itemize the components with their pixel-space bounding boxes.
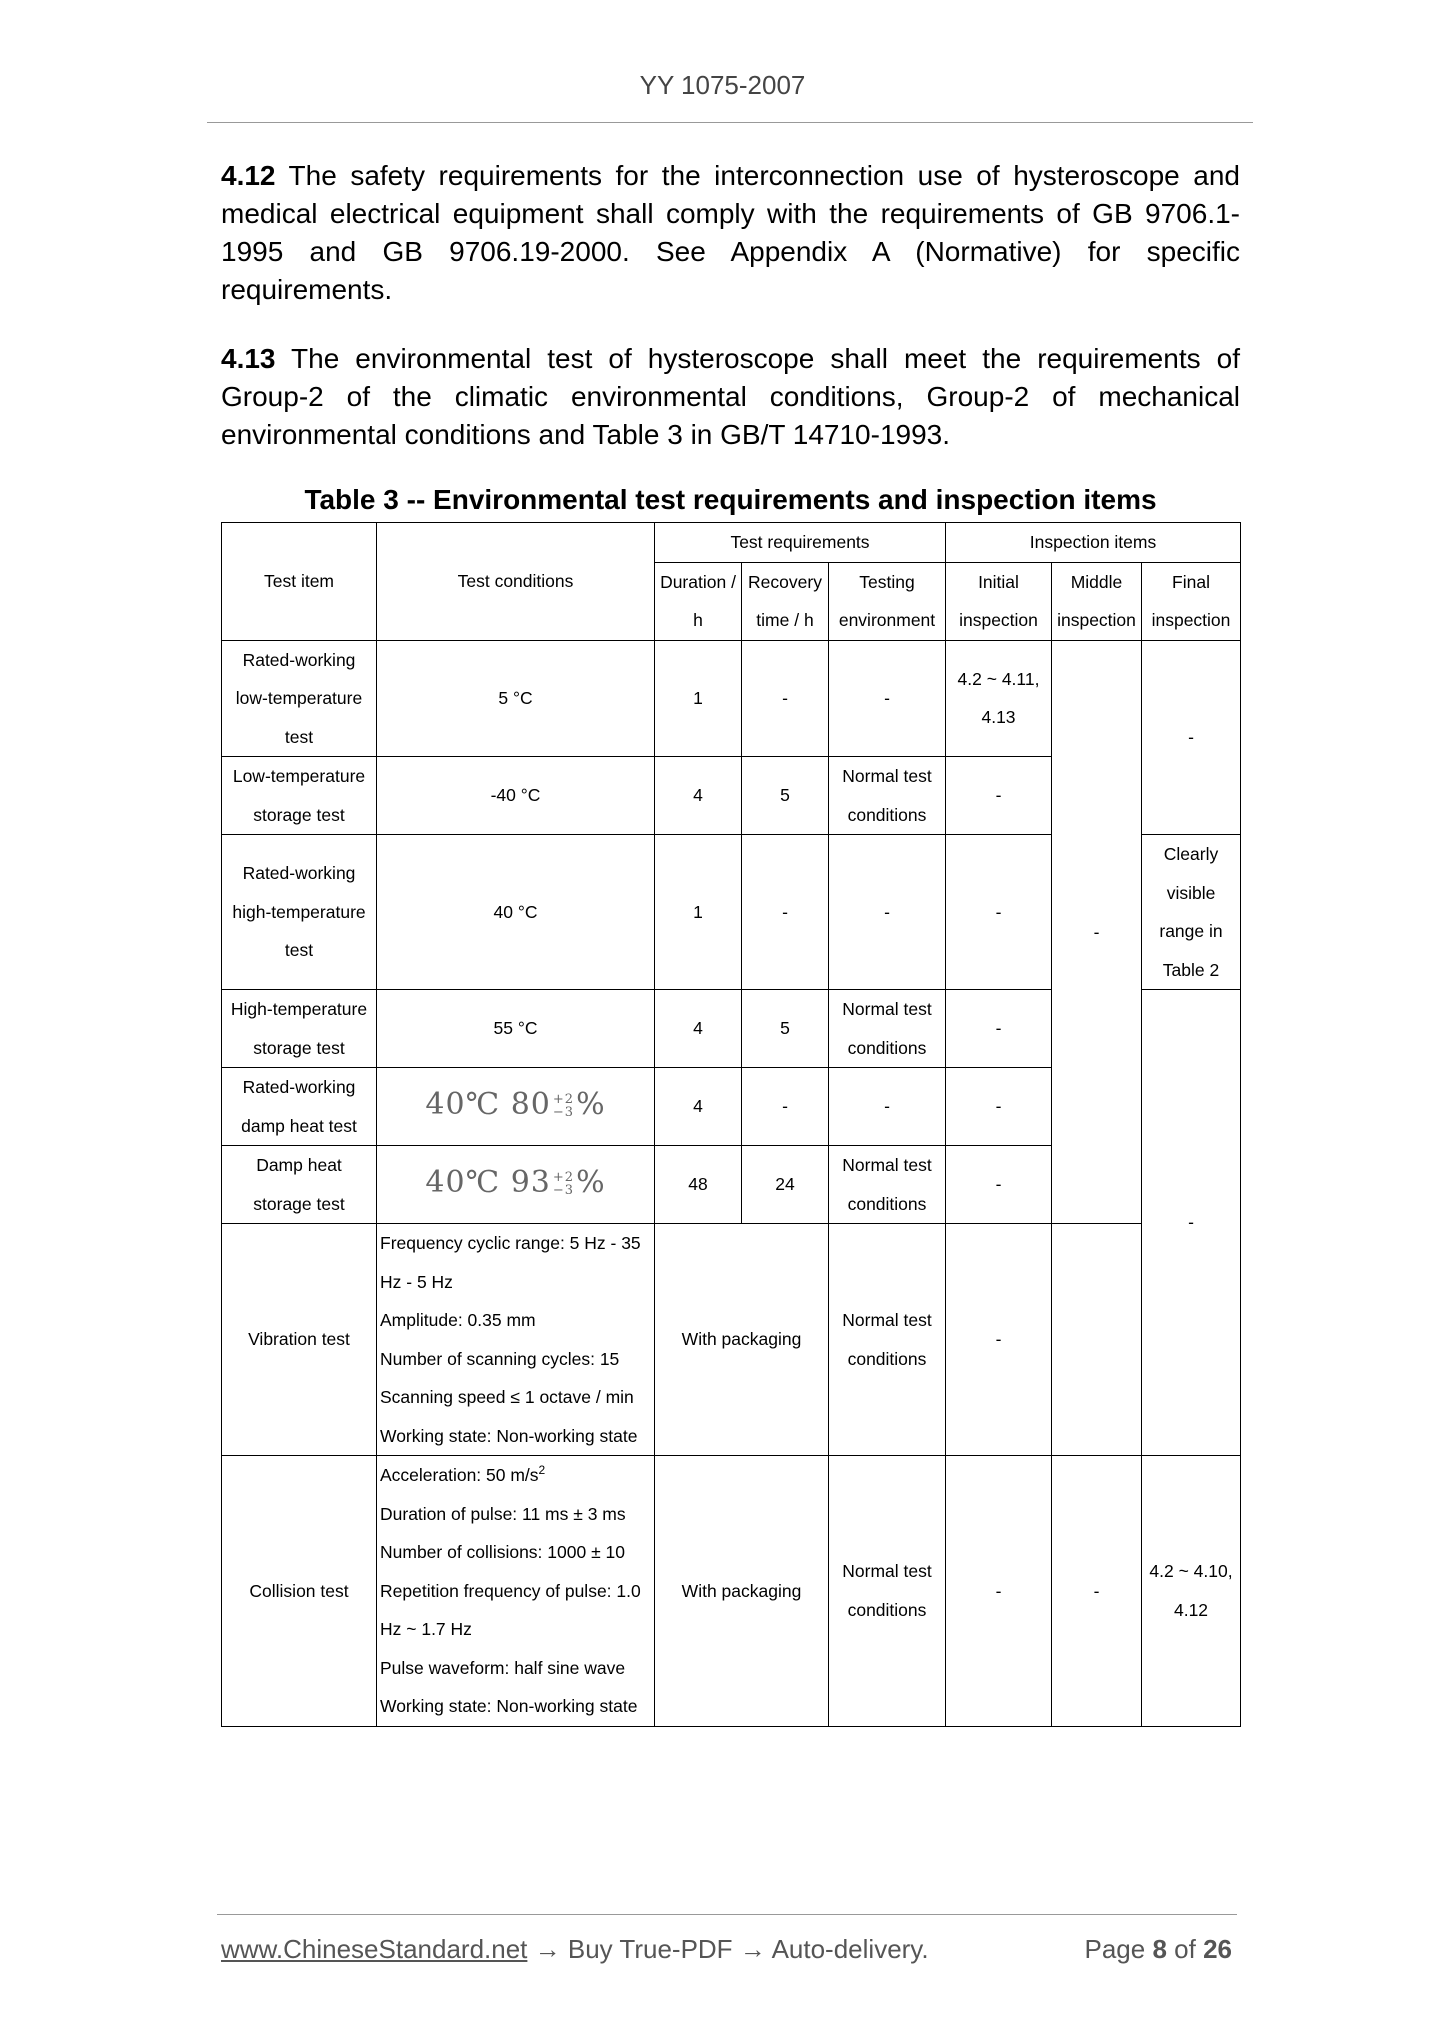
header-test-conditions: Test conditions <box>377 523 655 641</box>
cell-test-item: Low-temperature storage test <box>222 757 377 835</box>
cell-conditions <box>377 1068 655 1146</box>
cell-conditions: 55 °C <box>377 990 655 1068</box>
cell-recovery: - <box>742 835 829 990</box>
section-number: 4.13 <box>221 343 276 374</box>
page-footer <box>221 1934 1240 1965</box>
cell-initial: - <box>946 1146 1052 1224</box>
cell-initial: - <box>946 1456 1052 1727</box>
cell-duration: 48 <box>655 1146 742 1224</box>
cell-test-item: High-temperature storage test <box>222 990 377 1068</box>
header-duration: Duration / h <box>655 562 742 640</box>
cell-test-item: Rated-working damp heat test <box>222 1068 377 1146</box>
cell-duration: 1 <box>655 835 742 990</box>
cell-environment: Normal test conditions <box>829 1456 946 1727</box>
cell-duration: 4 <box>655 757 742 835</box>
section-text: The safety requirements for the interconnection use of hysteroscope and medical electrical equipment shall comply with the requirements of GB 9706.1-1995 and GB 9706.19-2000. See Appendix A (Normative) for specific requirements. <box>221 160 1240 305</box>
cell-initial: - <box>946 1068 1052 1146</box>
cell-initial: - <box>946 835 1052 990</box>
cell-final-group-3: - <box>1142 990 1241 1456</box>
page-header: YY 1075-2007 <box>639 70 806 100</box>
section-number: 4.12 <box>221 160 276 191</box>
page-number: 8 <box>1152 1934 1167 1964</box>
table-row <box>222 640 1241 757</box>
cell-conditions: 5 °C <box>377 640 655 757</box>
cell-final-group-1: - <box>1142 640 1241 835</box>
cell-conditions: 40 °C <box>377 835 655 990</box>
cell-environment: - <box>829 1068 946 1146</box>
footer-divider <box>217 1914 1237 1915</box>
website-link[interactable]: www.ChineseStandard.net <box>221 1934 528 1964</box>
cell-initial: - <box>946 990 1052 1068</box>
header-test-item: Test item <box>222 523 377 641</box>
section-4-12 <box>221 157 1240 309</box>
cell-recovery: 5 <box>742 757 829 835</box>
cell-middle-group: - <box>1052 640 1142 1224</box>
header-initial: Initial inspection <box>946 562 1052 640</box>
formula-temperature: 40℃ <box>425 1164 501 1200</box>
cell-environment: Normal test conditions <box>829 757 946 835</box>
table-title: Table 3 -- Environmental test requirements and inspection items <box>304 484 1157 515</box>
cell-environment: Normal test conditions <box>829 990 946 1068</box>
cell-test-item: Vibration test <box>222 1224 377 1456</box>
header-environment: Testing environment <box>829 562 946 640</box>
formula-temperature: 40℃ <box>425 1086 501 1122</box>
page-indicator: Page 8 of 26 <box>1084 1934 1232 1964</box>
header-inspection-items: Inspection items <box>946 523 1241 563</box>
formula-tolerance: +2 −3 <box>552 1091 575 1120</box>
cell-middle: - <box>1052 1456 1142 1727</box>
header-middle: Middle inspection <box>1052 562 1142 640</box>
cell-initial: - <box>946 1224 1052 1456</box>
section-4-13 <box>221 340 1240 454</box>
damp-heat-formula <box>425 1087 605 1122</box>
cell-recovery: - <box>742 1068 829 1146</box>
table-header-row <box>222 523 1241 563</box>
page-total: 26 <box>1203 1934 1232 1964</box>
formula-unit: % <box>576 1086 606 1122</box>
header-recovery: Recovery time / h <box>742 562 829 640</box>
table-row <box>222 1224 1241 1456</box>
cell-test-item: Rated-working low-temperature test <box>222 640 377 757</box>
formula-unit: % <box>576 1164 606 1200</box>
header-test-requirements: Test requirements <box>655 523 946 563</box>
header-divider <box>207 122 1253 123</box>
cell-environment: Normal test conditions <box>829 1224 946 1456</box>
collision-conditions: Duration of pulse: 11 ms ± 3 ms Number of collisions: 1000 ± 10 Repetition frequency of pulse: 1.0 Hz ~ 1.7 Hz Pulse waveform: half sine wave Working state: Non-working state <box>380 1503 641 1716</box>
damp-heat-formula <box>425 1165 605 1200</box>
cell-recovery: 24 <box>742 1146 829 1224</box>
section-text: The environmental test of hysteroscope shall meet the requirements of Group-2 of the climatic environmental conditions, Group-2 of mechanical environmental conditions and Table 3 in GB/T 14710-1993. <box>221 343 1240 450</box>
environmental-test-table <box>221 522 1241 1727</box>
cell-duration: 4 <box>655 1068 742 1146</box>
cell-initial: 4.2 ~ 4.11, 4.13 <box>946 640 1052 757</box>
cell-conditions <box>377 1146 655 1224</box>
cell-duration: 1 <box>655 640 742 757</box>
cell-final-group-2: Clearly visible range in Table 2 <box>1142 835 1241 990</box>
acceleration-line: Acceleration: 50 $m/s^2$ <box>380 1463 546 1485</box>
cell-packaging: With packaging <box>655 1224 829 1456</box>
formula-tolerance: +2 −3 <box>552 1169 575 1198</box>
cell-final: 4.2 ~ 4.10, 4.12 <box>1142 1456 1241 1727</box>
cell-conditions: Frequency cyclic range: 5 Hz - 35 Hz - 5 Hz Amplitude: 0.35 mm Number of scanning cycles: 15 Scanning speed ≤ 1 octave / min Working state: Non-working state <box>377 1224 655 1456</box>
header-final: Final inspection <box>1142 562 1241 640</box>
cell-test-item: Collision test <box>222 1456 377 1727</box>
cell-conditions: -40 °C <box>377 757 655 835</box>
cell-environment: Normal test conditions <box>829 1146 946 1224</box>
cell-test-item: Damp heat storage test <box>222 1146 377 1224</box>
cell-packaging: With packaging <box>655 1456 829 1727</box>
formula-humidity: 80 <box>510 1086 551 1122</box>
cell-recovery: 5 <box>742 990 829 1068</box>
table-row <box>222 1456 1241 1727</box>
cell-environment: - <box>829 835 946 990</box>
footer-tagline: → Buy True-PDF → Auto-delivery. <box>527 1934 929 1964</box>
cell-initial: - <box>946 757 1052 835</box>
cell-duration: 4 <box>655 990 742 1068</box>
cell-conditions <box>377 1456 655 1727</box>
cell-recovery: - <box>742 640 829 757</box>
cell-environment: - <box>829 640 946 757</box>
cell-test-item: Rated-working high-temperature test <box>222 835 377 990</box>
formula-humidity: 93 <box>510 1164 551 1200</box>
